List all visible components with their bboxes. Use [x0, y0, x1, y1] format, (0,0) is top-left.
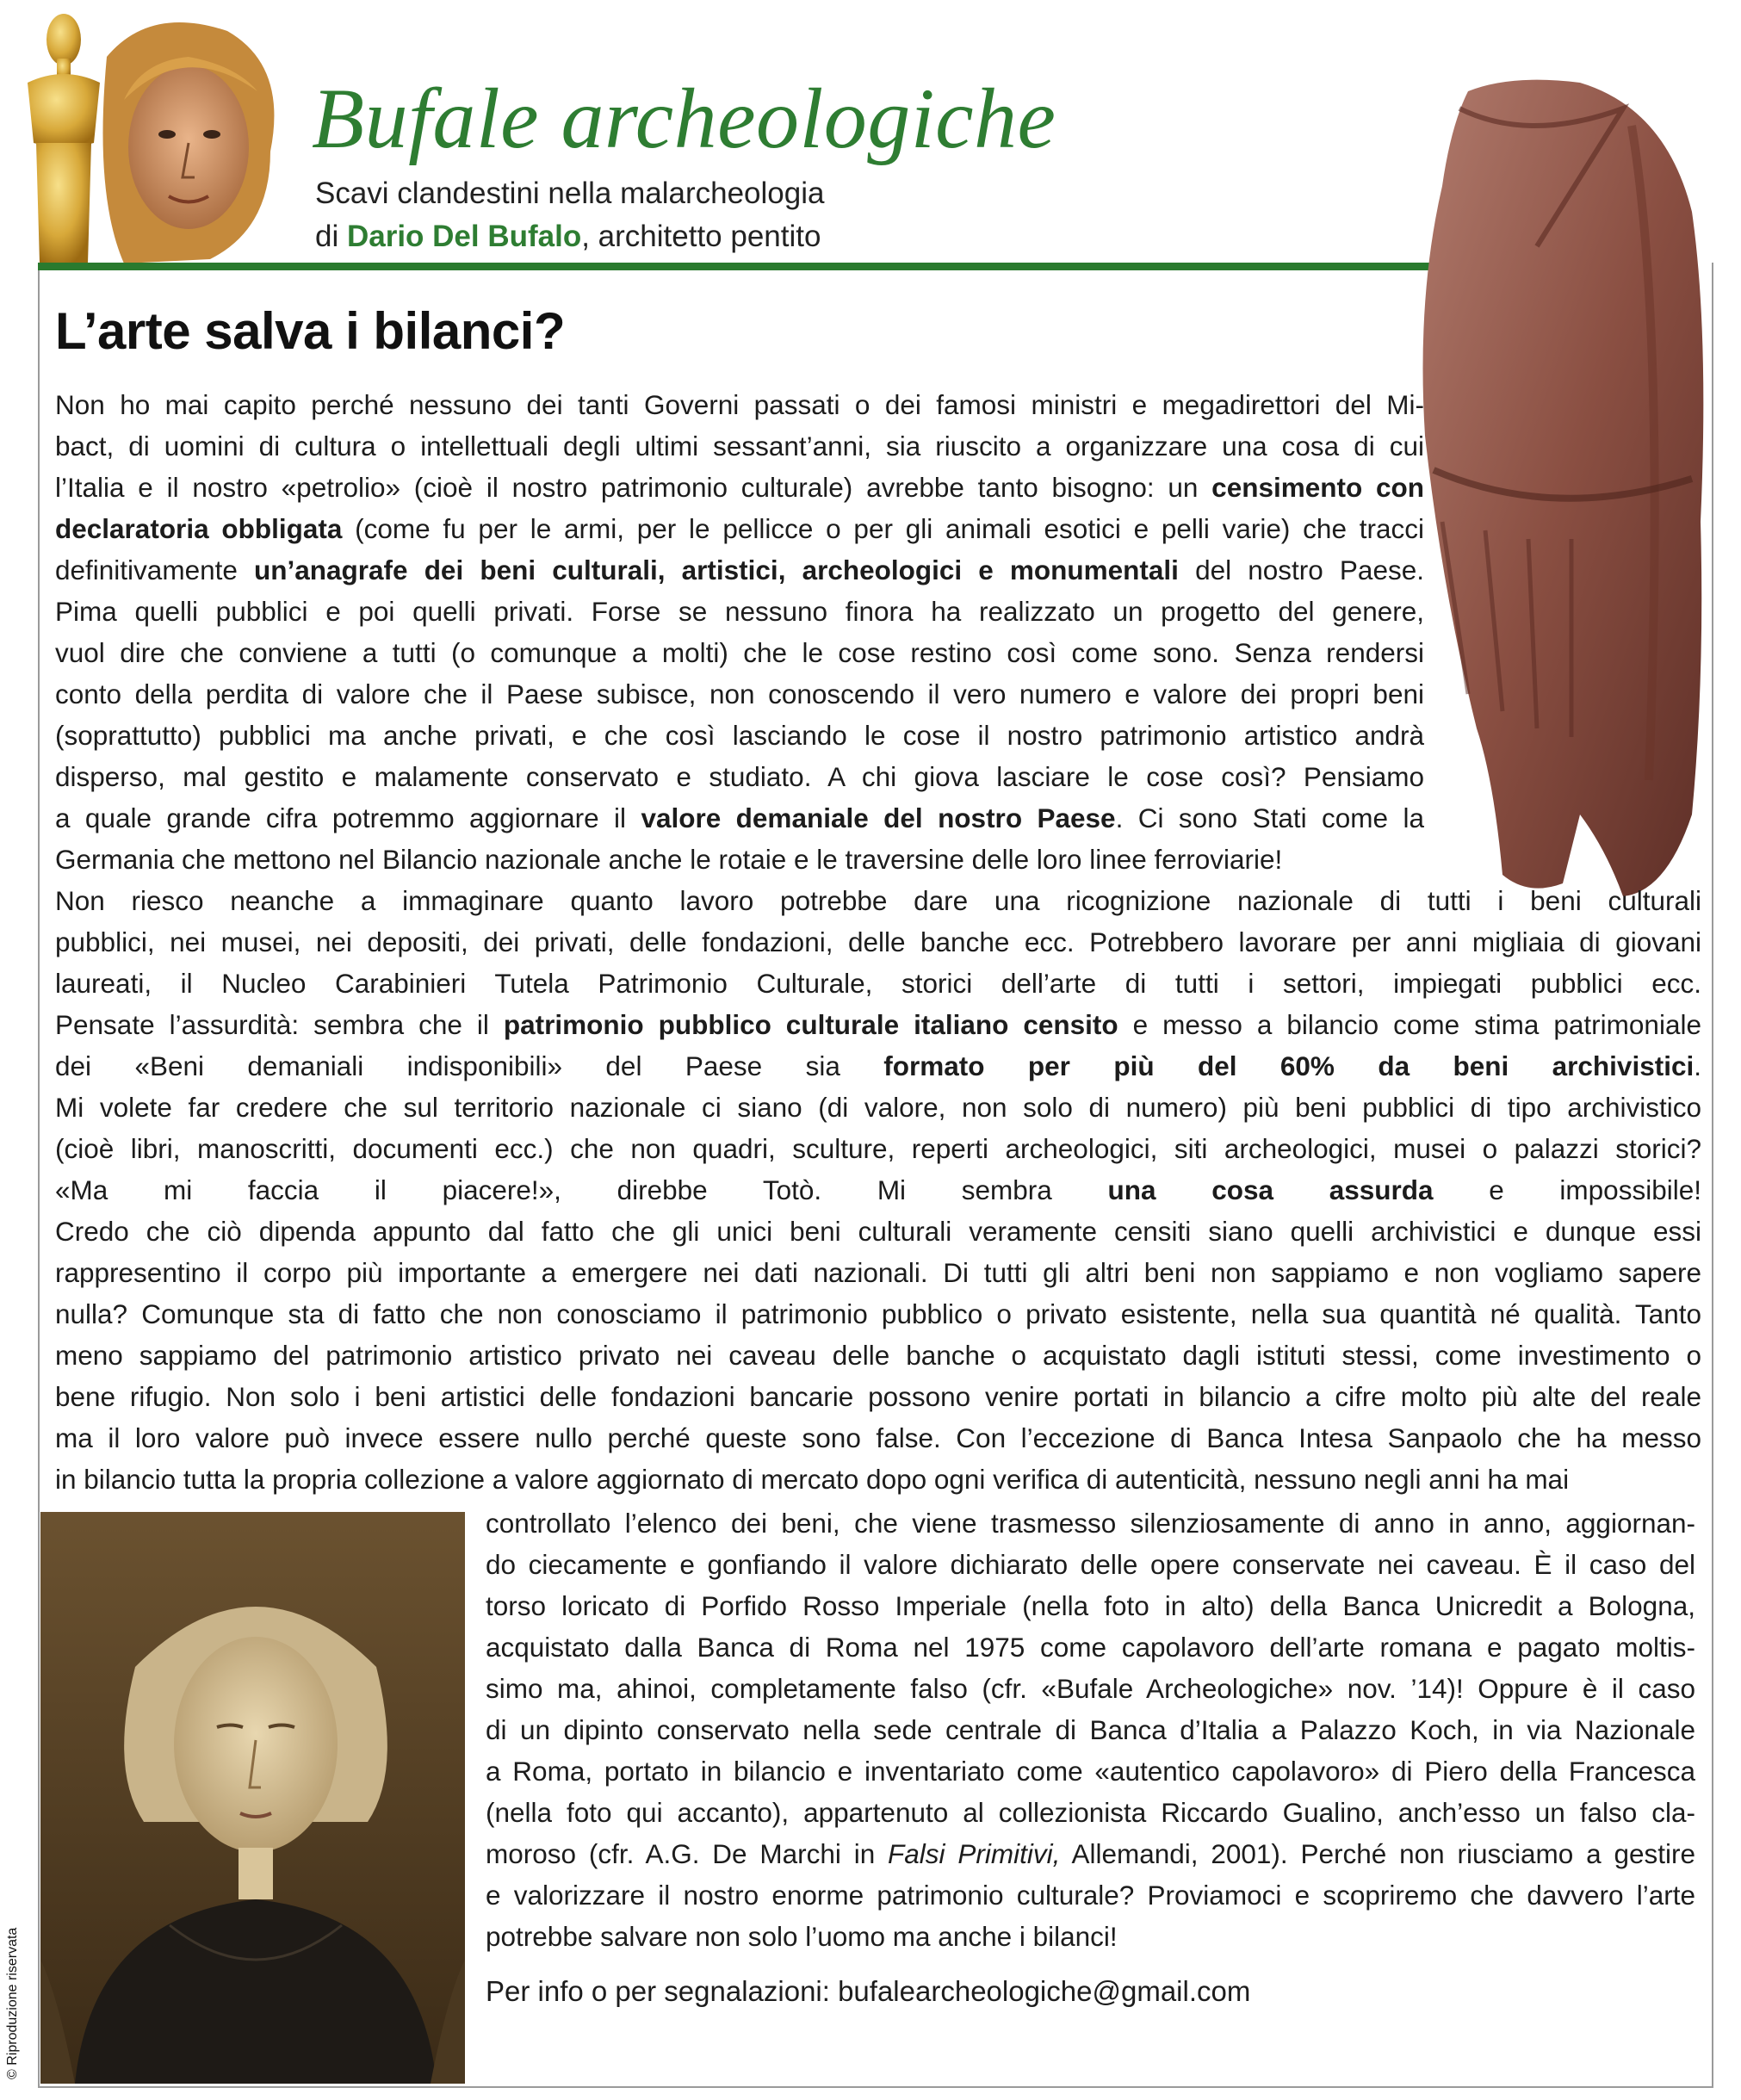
text-run: bene rifugio. Non solo i beni artistici delle fondazioni bancarie possono venire portati in bilancio a cifre molto più alte del reale — [55, 1381, 1701, 1412]
text-line — [55, 839, 1424, 880]
text-run: (nella foto qui accanto), appartenuto al collezionista Riccardo Gualino, anch’esso un falso cla- — [486, 1797, 1695, 1828]
text-line — [486, 1626, 1695, 1668]
text-line — [55, 1252, 1701, 1293]
text-run: Mi volete far credere che sul territorio nazionale ci siano (di valore, non solo di numero) più beni pubblici di tipo archivistico — [55, 1092, 1701, 1123]
text-run: (soprattutto) pubblici ma anche privati, e che così lasciando le cose il nostro patrimonio artistico andrà — [55, 720, 1424, 751]
text-run: conto della perdita di valore che il Paese subisce, non conoscendo il vero numero e valore dei propri beni — [55, 678, 1424, 709]
text-run: . — [1694, 1050, 1701, 1081]
text-line — [55, 1128, 1701, 1169]
text-run: (cioè libri, manoscritti, documenti ecc.) che non quadri, sculture, reperti archeologici, siti archeologici, musei o palazzi storici? — [55, 1133, 1701, 1164]
text-run: dei «Beni demaniali indisponibili» del Paese sia — [55, 1050, 884, 1081]
column-subtitle — [315, 172, 824, 258]
column-tagline: Scavi clandestini nella malarcheologia — [315, 177, 825, 210]
byline-prefix: di — [315, 220, 347, 253]
text-run: potrebbe salvare non solo l’uomo ma anche i bilanci! — [486, 1921, 1118, 1952]
text-line — [486, 1792, 1695, 1833]
text-line — [486, 1668, 1695, 1709]
text-run: do ciecamente e gonfiando il valore dichiarato delle opere conservate nei caveau. È il caso del — [486, 1549, 1695, 1580]
text-line — [55, 1045, 1701, 1087]
text-line — [55, 756, 1424, 797]
text-line — [486, 1502, 1695, 1544]
text-run: simo ma, ahinoi, completamente falso (cfr. «Bufale Archeologiche» nov. ’14)! Oppure è il caso — [486, 1673, 1695, 1704]
text-line — [486, 1544, 1695, 1585]
text-line — [55, 1211, 1701, 1252]
text-run: ma il loro valore può invece essere nullo perché queste sono false. Con l’eccezione di Banca Intesa Sanpaolo che ha messo — [55, 1422, 1701, 1453]
copyright-notice: © Riproduzione riservata — [5, 1927, 20, 2079]
text-run: bact, di uomini di cultura o intellettuali degli ultimi sessant’anni, sia riuscito a organizzare una cosa di cui — [55, 431, 1424, 462]
text-run: e messo a bilancio come stima patrimoniale — [1118, 1009, 1701, 1040]
text-line — [55, 880, 1701, 921]
portrait-painting-photo — [40, 1512, 465, 2084]
text-run: torso loricato di Porfido Rosso Imperiale (nella foto in alto) della Banca Unicredit a Bologna, — [486, 1590, 1695, 1621]
text-run: moroso (cfr. A.G. De Marchi in — [486, 1838, 889, 1869]
text-line — [486, 1585, 1695, 1626]
text-line — [55, 591, 1424, 632]
text-line — [486, 1833, 1695, 1874]
text-run: (come fu per le armi, per le pellicce o per gli animali esotici e pelli varie) che tracci — [342, 513, 1424, 544]
text-line — [55, 1169, 1701, 1211]
text-run: controllato l’elenco dei beni, che viene trasmesso silenziosamente di anno in anno, aggiornan- — [486, 1508, 1695, 1539]
text-run: di un dipinto conservato nella sede centrale di Banca d’Italia a Palazzo Koch, in via Nazionale — [486, 1714, 1695, 1745]
text-run: Non ho mai capito perché nessuno dei tanti Governi passati o dei famosi ministri e megadirettori del Mi- — [55, 389, 1424, 420]
text-line — [55, 673, 1424, 715]
text-run: pubblici, nei musei, nei depositi, dei privati, delle fondazioni, delle banche ecc. Potrebbero lavorare per anni migliaia di giovani — [55, 926, 1701, 957]
text-run: a quale grande cifra potremmo aggiornare il — [55, 802, 641, 833]
bold-phrase: valore demaniale del nostro Paese — [641, 802, 1116, 833]
text-run: disperso, mal gestito e malamente conservato e studiato. A chi giova lasciare le cose così? Pensiamo — [55, 761, 1424, 792]
porphyry-torso-photo — [1408, 74, 1735, 901]
text-run: «Ma mi faccia il piacere!», direbbe Totò. Mi sembra — [55, 1174, 1108, 1205]
text-line — [55, 921, 1701, 963]
text-run: e valorizzare il nostro enorme patrimonio culturale? Proviamoci e scopriremo che davvero l’arte — [486, 1880, 1695, 1911]
author-portrait — [103, 22, 275, 263]
contact-line: Per info o per segnalazioni: bufalearcheologiche@gmail.com — [486, 1975, 1251, 2007]
text-line — [55, 1459, 1701, 1500]
text-line — [486, 1874, 1695, 1916]
text-run: definitivamente — [55, 554, 255, 585]
text-run: Credo che ciò dipenda appunto dal fatto che gli unici beni culturali veramente censiti siano quelli archivistici e dunque essi — [55, 1216, 1701, 1247]
text-run: Pensate l’assurdità: sembra che il — [55, 1009, 504, 1040]
text-run: rappresentino il corpo più importante a emergere nei dati nazionali. Di tutti gli altri beni non sappiamo e non vogliamo sapere — [55, 1257, 1701, 1288]
text-run: l’Italia e il nostro «petrolio» (cioè il nostro patrimonio culturale) avrebbe tanto bisogno: un — [55, 472, 1212, 503]
text-line — [55, 549, 1424, 591]
column-byline — [315, 215, 824, 258]
text-run: Germania che mettono nel Bilancio nazionale anche le rotaie e le traversine delle loro linee ferroviarie! — [55, 844, 1283, 875]
text-line — [55, 1293, 1701, 1335]
text-line — [55, 425, 1424, 467]
text-line — [55, 467, 1424, 508]
article-headline: L’arte salva i bilanci? — [55, 302, 566, 360]
text-line — [55, 797, 1424, 839]
article-body-bottom — [486, 1502, 1695, 1957]
article-body-middle — [55, 880, 1701, 1500]
text-line — [55, 963, 1701, 1004]
text-run: del nostro Paese. — [1178, 554, 1424, 585]
text-line — [55, 1417, 1701, 1459]
text-line — [55, 1004, 1701, 1045]
text-line — [55, 1335, 1701, 1376]
text-run: . Ci sono Stati come la — [1115, 802, 1424, 833]
text-run: Non riesco neanche a immaginare quanto lavoro potrebbe dare una ricognizione nazionale di tutti i beni culturali — [55, 885, 1701, 916]
text-line — [55, 1087, 1701, 1128]
byline-suffix: , architetto pentito — [581, 220, 821, 253]
text-line — [55, 632, 1424, 673]
text-line — [55, 384, 1424, 425]
text-run: vuol dire che conviene a tutti (o comunque a molti) che le cose restino così come sono. Senza rendersi — [55, 637, 1424, 668]
text-line — [55, 715, 1424, 756]
text-line — [486, 1750, 1695, 1792]
bold-phrase: una cosa assurda — [1107, 1174, 1434, 1205]
text-run: Allemandi, 2001). Perché non riusciamo a gestire — [1060, 1838, 1695, 1869]
author-name: Dario Del Bufalo — [346, 220, 582, 253]
text-run: laureati, il Nucleo Carabinieri Tutela Patrimonio Culturale, storici dell’arte di tutti i settori, impiegati pubblici ecc. — [55, 968, 1701, 999]
text-line — [55, 508, 1424, 549]
bold-phrase: formato per più del 60% da beni archivistici — [883, 1050, 1695, 1081]
text-run: Pima quelli pubblici e poi quelli privati. Forse se nessuno finora ha realizzato un progetto del genere, — [55, 596, 1424, 627]
text-run: meno sappiamo del patrimonio artistico privato nei caveau delle banche o acquistato dagli istituti stessi, come investimento o — [55, 1340, 1701, 1371]
bold-phrase: censimento con — [1211, 472, 1424, 503]
cycladic-statuette — [28, 14, 100, 263]
text-run: a Roma, portato in bilancio e inventariato come «autentico capolavoro» di Piero della Francesca — [486, 1756, 1695, 1787]
author-header-illustration — [12, 5, 300, 263]
text-run: acquistato dalla Banca di Roma nel 1975 come capolavoro dell’arte romana e pagato moltis- — [486, 1632, 1695, 1663]
text-run: nulla? Comunque sta di fatto che non conosciamo il patrimonio pubblico o privato esistente, nella sua quantità né qualità. Tanto — [55, 1298, 1701, 1329]
header-rule — [38, 263, 1435, 270]
italic-phrase: Falsi Primitivi, — [888, 1838, 1061, 1869]
bold-phrase: patrimonio pubblico culturale italiano censito — [503, 1009, 1118, 1040]
text-run: e impossibile! — [1433, 1174, 1701, 1205]
column-title: Bufale archeologiche — [312, 71, 1056, 166]
text-line — [55, 1376, 1701, 1417]
bold-phrase: un’anagrafe dei beni culturali, artistici, archeologici e monumentali — [254, 554, 1179, 585]
article-body-top — [55, 384, 1424, 880]
bold-phrase: declaratoria obbligata — [55, 513, 343, 544]
text-line — [486, 1709, 1695, 1750]
text-run: in bilancio tutta la propria collezione a valore aggiornato di mercato dopo ogni verifica di autenticità, nessuno negli anni ha mai — [55, 1464, 1570, 1495]
text-line — [486, 1916, 1695, 1957]
